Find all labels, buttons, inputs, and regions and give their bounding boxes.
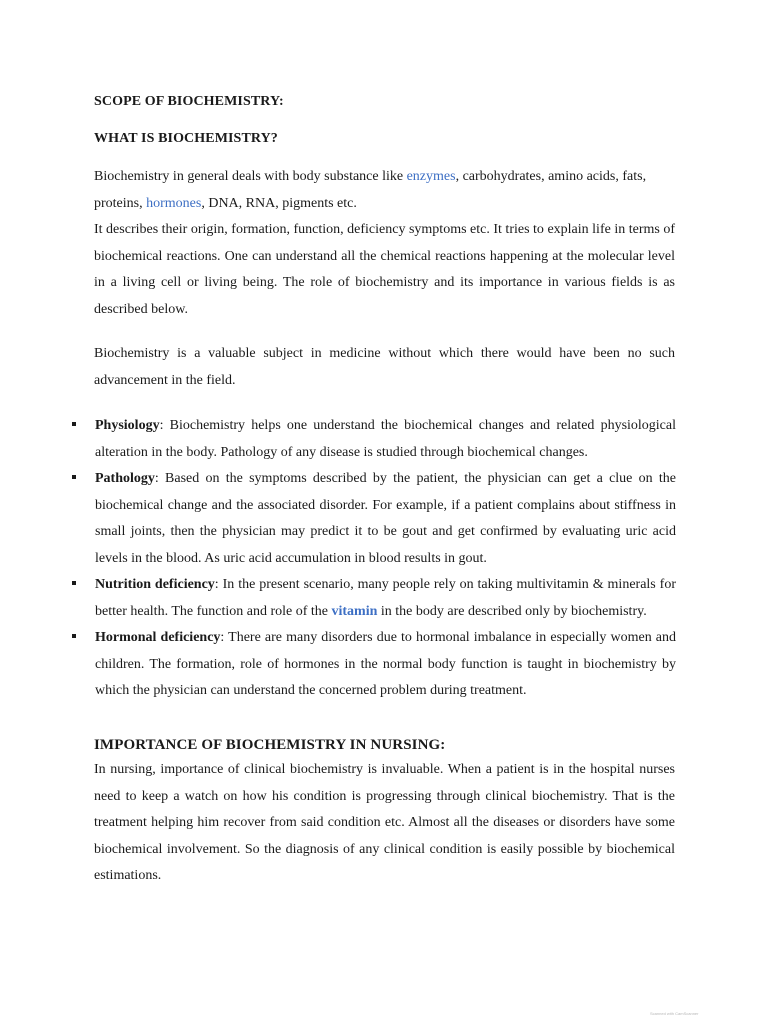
bullet-text — [95, 466, 676, 572]
bullet-term: Hormonal deficiency — [95, 630, 221, 645]
intro-line-2 — [94, 191, 675, 218]
intro-description-paragraph: It describes their origin, formation, function, deficiency symptoms etc. It tries to explain life in terms of biochemical reactions. One can understand all the chemical reactions happening at the molecular level in a living cell or living being. The role of biochemistry and its importance in various fields is as described below. — [94, 222, 675, 317]
bullet-term: Physiology — [95, 418, 160, 433]
bullet-pathology — [72, 466, 676, 572]
section-heading-nursing: IMPORTANCE OF BIOCHEMISTRY IN NURSING: — [94, 737, 446, 753]
bullet-nutrition-deficiency — [72, 572, 676, 625]
intro-line-1 — [94, 164, 675, 191]
bullet-body: : There are many disorders due to hormonal imbalance in especially women and children. The formation, role of hormones in the normal body function is taught in biochemistry by which the physician can understand the concerned problem during treatment. — [95, 630, 677, 698]
bullet-body: : Based on the symptoms described by the patient, the physician can get a clue on the biochemical change and the associated disorder. For example, if a patient complains about stiffness in small joints, then the physician may predict it to be gout and get confirmed by evaluating uric acid levels in the blood. As uric acid accumulation in blood results in gout. — [95, 471, 676, 566]
intro-text: , DNA, RNA, pigments etc. — [201, 195, 357, 211]
bullet-hormonal-deficiency — [72, 625, 676, 705]
bullet-body: : In the present scenario, many people rely on taking multivitamin & minerals for better health. The function and role of the — [95, 577, 676, 619]
vitamin-link[interactable]: vitamin — [331, 603, 378, 619]
nursing-paragraph: In nursing, importance of clinical biochemistry is invaluable. When a patient is in the hospital nurses need to keep a watch on how his condition is progressing through clinical biochemistry. That is the treatment helping him recover from said condition etc. Almost all the diseases or disorders have some biochemical involvement. So the diagnosis of any clinical condition is easily possible by biochemical estimations. — [94, 762, 675, 883]
section-heading-what-is: WHAT IS BIOCHEMISTRY? — [94, 131, 278, 146]
scanner-watermark: Scanned with CamScanner — [650, 1011, 699, 1016]
bullet-text — [95, 572, 676, 625]
intro-text: , carbohydrates, amino acids, fats, — [455, 169, 647, 184]
intro-text: proteins, — [94, 195, 147, 211]
document-title: SCOPE OF BIOCHEMISTRY: — [94, 94, 284, 109]
bullet-body: : Biochemistry helps one understand the biochemical changes and related physiological alteration in the body. Pathology of any disease is studied through biochemical changes. — [95, 418, 676, 460]
bullet-square-icon — [72, 634, 76, 638]
bullet-square-icon — [72, 422, 76, 426]
bullet-body: in the body are described only by biochemistry. — [377, 603, 647, 619]
hormones-link[interactable]: hormones — [146, 195, 202, 211]
bullet-text — [95, 413, 676, 466]
bullet-physiology — [72, 413, 676, 466]
bullet-square-icon — [72, 475, 76, 479]
enzymes-link[interactable]: enzymes — [406, 169, 456, 184]
bullet-term: Nutrition deficiency — [95, 577, 215, 592]
intro-paragraph — [94, 164, 675, 217]
bullet-square-icon — [72, 581, 76, 585]
intro-text: Biochemistry in general deals with body substance like — [94, 169, 407, 184]
bullet-term: Pathology — [95, 471, 155, 486]
medicine-paragraph: Biochemistry is a valuable subject in medicine without which there would have been no such advancement in the field. — [94, 346, 675, 388]
bullet-text — [95, 625, 676, 705]
fields-bullet-list — [72, 413, 676, 705]
